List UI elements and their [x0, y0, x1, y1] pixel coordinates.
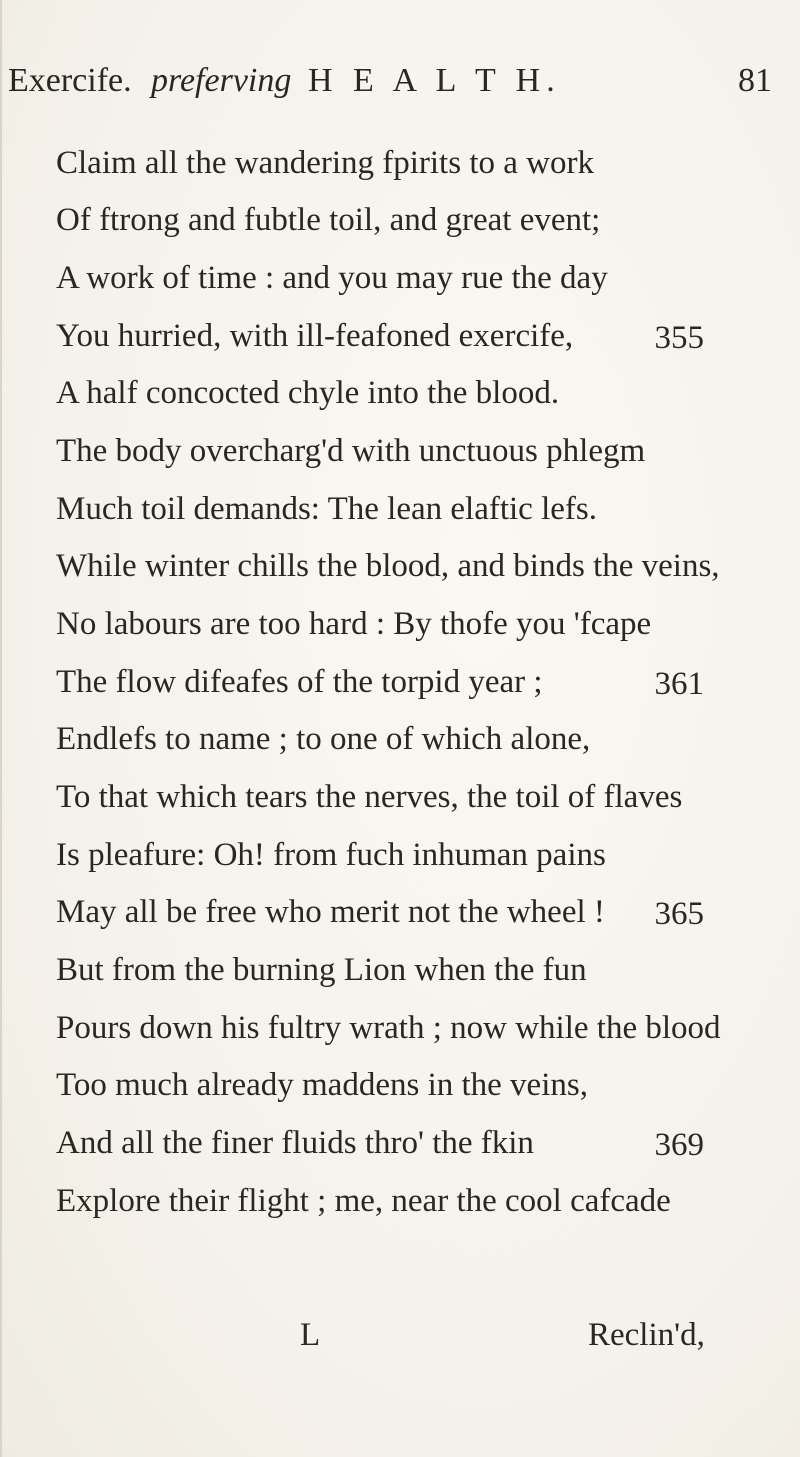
- verse-line: Pours down his fultry wrath ; now while the blood: [56, 1010, 721, 1046]
- catchword: Reclin'd,: [588, 1317, 705, 1353]
- verse-line: The body overcharg'd with unctuous phlegm: [56, 433, 646, 469]
- verse-line: But from the burning Lion when the fun: [56, 952, 587, 988]
- header-title: H E A L T H.: [308, 62, 561, 99]
- page-footer: [0, 1312, 800, 1358]
- signature-mark: L: [300, 1317, 321, 1353]
- verse-line: Endlefs to name ; to one of which alone,: [56, 721, 591, 757]
- verse-line: May all be free who merit not the wheel !: [56, 894, 605, 930]
- verse-line: While winter chills the blood, and binds the veins,: [56, 548, 720, 584]
- header-section: Exercife.: [8, 62, 132, 99]
- page-edge: [0, 0, 2, 1457]
- line-number: 361: [654, 666, 704, 702]
- verse-line: The flow difeafes of the torpid year ;: [56, 664, 543, 700]
- verse-line: No labours are too hard : By thofe you 'fcape: [56, 606, 652, 642]
- verse-line: And all the finer fluids thro' the fkin: [56, 1125, 534, 1161]
- running-header: [8, 62, 788, 110]
- verse-line: You hurried, with ill-feafoned exercife,: [56, 318, 574, 354]
- line-number: 355: [654, 320, 704, 356]
- verse-line: To that which tears the nerves, the toil of flaves: [56, 779, 683, 815]
- verse-line: Of ftrong and fubtle toil, and great event;: [56, 202, 601, 238]
- line-number: 369: [654, 1127, 704, 1163]
- verse-line: A work of time : and you may rue the day: [56, 260, 608, 296]
- verse-line: Much toil demands: The lean elaftic lefs.: [56, 491, 597, 527]
- page-number: 81: [738, 62, 772, 99]
- verse-line: Too much already maddens in the veins,: [56, 1067, 588, 1103]
- verse-line: A half concocted chyle into the blood.: [56, 375, 560, 411]
- verse-line: Is pleafure: Oh! from fuch inhuman pains: [56, 837, 606, 873]
- verse-line: Explore their flight ; me, near the cool cafcade: [56, 1183, 671, 1219]
- verse-line: Claim all the wandering fpirits to a work: [56, 145, 594, 181]
- header-subtitle: preferving: [151, 62, 292, 99]
- line-number: 365: [654, 896, 704, 932]
